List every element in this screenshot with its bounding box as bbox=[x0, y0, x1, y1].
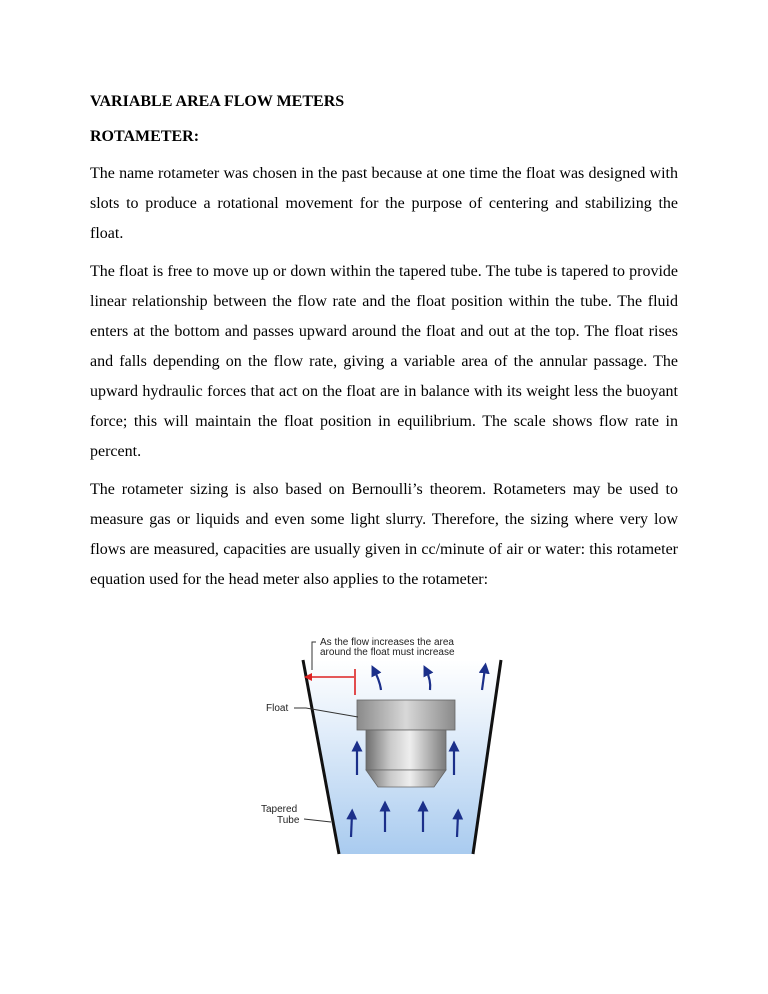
paragraph-3: The rotameter sizing is also based on Bernoulli’s theorem. Rotameters may be used to measure gas or liquids and even some light slurry. Therefore, the sizing where very low flows are measured, capacities are usually given in cc/minute of air or water: this rotameter equation used for the head meter also applies to the rotameter: bbox=[90, 481, 678, 588]
annotation-text-2: around the float must increase bbox=[320, 647, 455, 658]
float-body bbox=[366, 730, 446, 770]
float-label: Float bbox=[266, 703, 289, 714]
document-title: VARIABLE AREA FLOW METERS bbox=[90, 93, 345, 110]
paragraph-2: The float is free to move up or down within the tapered tube. The tube is tapered to provide linear relationship between the flow rate and the float position within the tube. The fluid enters at the bottom and passes upward around the float and out at the top. The float rises and falls depending on the flow rate, giving a variable area of the annular passage. The upward hydraulic forces that act on the float are in balance with its weight less the buoyant force; this will maintain the float position in equilibrium. The scale shows flow rate in percent. bbox=[90, 263, 678, 460]
flow-arrow-bottom-1 bbox=[351, 814, 352, 837]
float-tip bbox=[366, 770, 446, 787]
rotameter-diagram bbox=[258, 632, 518, 857]
float-top bbox=[357, 700, 455, 730]
tube-leader bbox=[304, 819, 331, 822]
tube-label-2: Tube bbox=[277, 815, 300, 826]
document-page bbox=[90, 90, 678, 603]
section-heading: ROTAMETER: bbox=[90, 128, 200, 145]
annotation-text-1: As the flow increases the area bbox=[320, 637, 454, 648]
paragraph-1: The name rotameter was chosen in the past because at one time the float was designed with slots to produce a rotational movement for the purpose of centering and stabilizing the float. bbox=[90, 165, 678, 242]
tube-label-1: Tapered bbox=[261, 804, 298, 815]
flow-arrow-bottom-4 bbox=[457, 814, 458, 837]
